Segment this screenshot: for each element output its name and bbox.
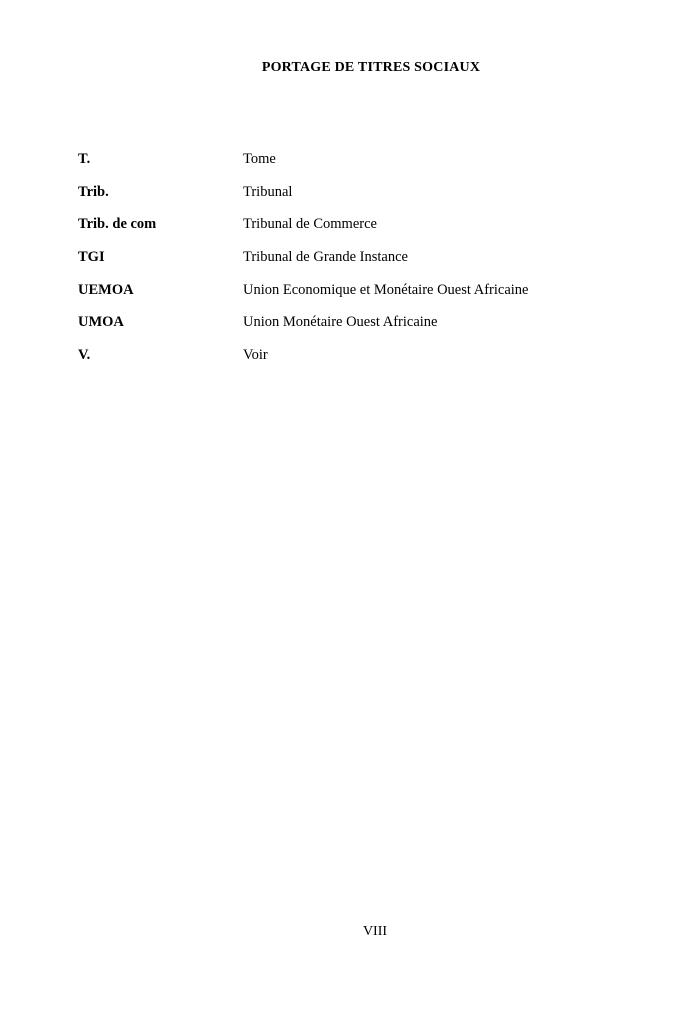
page-title: PORTAGE DE TITRES SOCIAUX — [261, 60, 481, 75]
abbreviation-definition: Tribunal — [243, 183, 293, 200]
abbreviation-term: V. — [78, 347, 91, 364]
abbreviation-term: UEMOA — [78, 281, 134, 298]
abbreviation-row — [78, 216, 658, 249]
abbreviation-row — [78, 184, 658, 217]
abbreviation-definition: Tribunal de Commerce — [243, 216, 377, 233]
abbreviation-row — [78, 347, 658, 380]
abbreviation-term: Trib. de com — [78, 216, 157, 233]
abbreviation-definition: Tome — [243, 151, 276, 167]
abbreviation-definition: Tribunal de Grande Instance — [243, 249, 408, 266]
abbreviation-row — [78, 249, 658, 282]
abbreviation-list — [78, 151, 658, 380]
abbreviation-definition: Voir — [243, 347, 268, 364]
abbreviation-definition: Union Monétaire Ouest Africaine — [243, 314, 438, 331]
abbreviation-row — [78, 151, 658, 184]
abbreviation-row — [78, 282, 658, 315]
abbreviation-definition: Union Economique et Monétaire Ouest Africaine — [243, 281, 529, 298]
abbreviation-term: UMOA — [78, 314, 124, 331]
abbreviation-term: Trib. — [78, 183, 109, 200]
abbreviation-row — [78, 314, 658, 347]
page-number: VIII — [362, 924, 388, 939]
abbreviation-term: TGI — [78, 249, 105, 266]
abbreviation-term: T. — [78, 151, 91, 167]
